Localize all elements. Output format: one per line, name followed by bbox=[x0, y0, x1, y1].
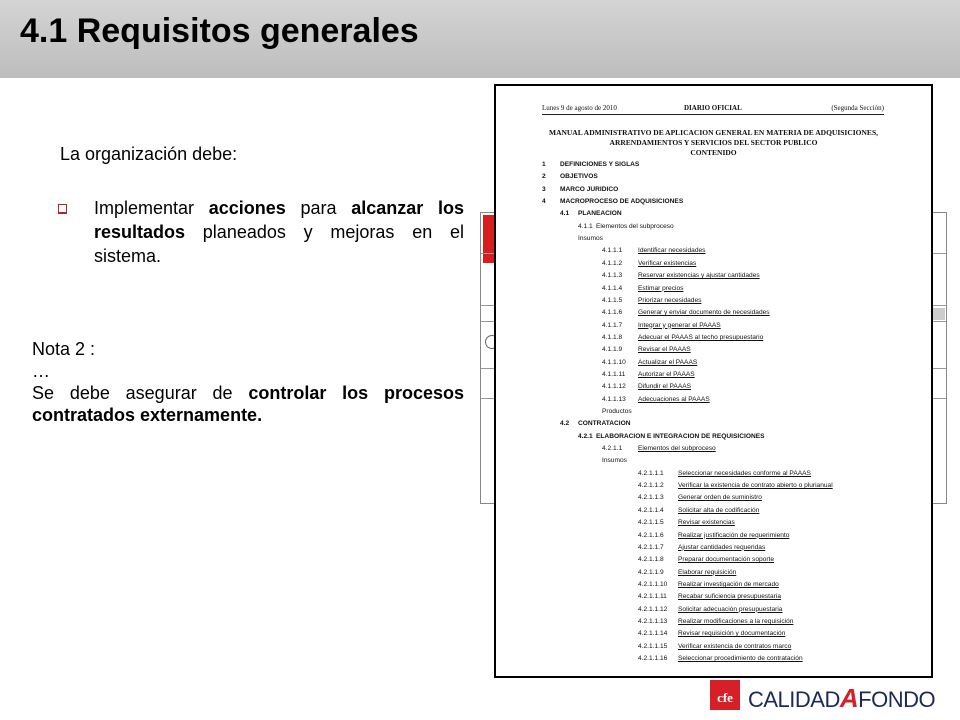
toc-number: 4.2.1.1.1 bbox=[638, 469, 664, 477]
toc-row bbox=[496, 346, 931, 356]
toc-text: Realizar justificación de requerimiento bbox=[678, 531, 790, 539]
toc-row bbox=[496, 285, 931, 295]
toc-row bbox=[496, 396, 931, 406]
note-bold-1: controlar los procesos contratados externamente. bbox=[32, 383, 464, 425]
doc-date: Lunes 9 de agosto de 2010 bbox=[542, 104, 617, 112]
toc-row bbox=[496, 223, 931, 233]
toc-row bbox=[496, 519, 931, 529]
toc-row bbox=[496, 371, 931, 381]
toc-row bbox=[496, 322, 931, 332]
toc-row bbox=[496, 247, 931, 257]
toc-row bbox=[496, 420, 931, 430]
toc-text: Revisar existencias bbox=[678, 519, 735, 527]
toc-number: 4.1.1.9 bbox=[602, 346, 623, 354]
toc-row bbox=[496, 507, 931, 517]
toc-number: 4.2.1.1.11 bbox=[638, 593, 667, 601]
note-text bbox=[32, 382, 464, 426]
toc-number: 2 bbox=[542, 173, 546, 181]
doc-manual-title-text: MANUAL ADMINISTRATIVO DE APLICACION GENERAL EN MATERIA DE ADQUISICIONES, ARRENDAMIENTOS Y SERVICIOS DEL SECTOR PUBLICO bbox=[548, 128, 878, 147]
brand-mark-text: cfe bbox=[717, 690, 733, 705]
bullet-text bbox=[94, 196, 464, 268]
toc-number: 4.1.1.3 bbox=[602, 272, 623, 280]
doc-journal: DIARIO OFICIAL bbox=[684, 104, 742, 112]
toc-text: DEFINICIONES Y SIGLAS bbox=[560, 161, 640, 168]
bullet-bold-2: alcanzar los resultados bbox=[94, 198, 464, 242]
title-bar bbox=[0, 0, 960, 78]
toc-number: 4.2.1.1.6 bbox=[638, 531, 664, 539]
bullet-text-1: Implementar bbox=[94, 198, 209, 218]
brand-a: A bbox=[839, 683, 859, 713]
bullet-text-3: planeados y mejoras en el sistema. bbox=[94, 222, 464, 266]
doc-header bbox=[542, 102, 884, 115]
toc-text: Autorizar el PAAAS bbox=[638, 370, 695, 378]
toc-text: Elementos del subproceso bbox=[596, 222, 674, 230]
toc-text: Adecuaciones al PAAAS bbox=[638, 395, 710, 403]
toc-text: Identificar necesidades bbox=[638, 247, 706, 255]
toc-number: 4.1.1.6 bbox=[602, 309, 623, 317]
doc-manual-title bbox=[536, 128, 891, 158]
toc-text: OBJETIVOS bbox=[560, 173, 598, 181]
toc-number: 4.1.1 bbox=[578, 222, 593, 230]
toc-row bbox=[496, 556, 931, 566]
toc-text: ELABORACION E INTEGRACION DE REQUISICIONES bbox=[596, 432, 765, 440]
toc-row bbox=[496, 593, 931, 603]
brand-part2: FONDO bbox=[858, 687, 936, 712]
toc-text: CONTRATACION bbox=[578, 420, 631, 428]
toc-number: 4.1 bbox=[560, 210, 570, 218]
toc-row bbox=[496, 359, 931, 369]
toc-number: 4.1.1.11 bbox=[602, 370, 626, 378]
toc-text: MACROPROCESO DE ADQUISICIONES bbox=[560, 198, 684, 206]
toc-row bbox=[496, 408, 931, 418]
brand-text bbox=[748, 683, 935, 714]
toc-row bbox=[496, 433, 931, 443]
toc-number: 4.1.1.10 bbox=[602, 358, 626, 366]
toc-number: 4.2.1.1.3 bbox=[638, 494, 664, 502]
toc-text: Actualizar el PAAAS bbox=[638, 358, 698, 366]
toc-text: Solicitar alta de codificación bbox=[678, 506, 760, 514]
toc-row bbox=[496, 494, 931, 504]
toc-number: 4.1.1.8 bbox=[602, 333, 623, 341]
toc-text: Solicitar adecuación presupuestaria bbox=[678, 605, 783, 613]
toc-number: 4.1.1.5 bbox=[602, 296, 623, 304]
toc-row bbox=[496, 161, 931, 171]
toc-number: 4.2.1.1.2 bbox=[638, 482, 664, 490]
doc-contents-heading: CONTENIDO bbox=[690, 148, 737, 157]
toc-row bbox=[496, 334, 931, 344]
toc-text: Generar y enviar documento de necesidades bbox=[638, 309, 770, 317]
toc-row bbox=[496, 569, 931, 579]
toc-text: Priorizar necesidades bbox=[638, 296, 702, 304]
toc-number: 4 bbox=[542, 198, 546, 206]
toc-row bbox=[496, 606, 931, 616]
toc-row bbox=[496, 173, 931, 183]
toc-row bbox=[496, 260, 931, 270]
toc-text: Integrar y generar el PAAAS bbox=[638, 321, 721, 329]
toc-text: Verificar existencia de contratos marco bbox=[678, 642, 792, 650]
toc-text: Estimar precios bbox=[638, 284, 684, 292]
toc-number: 4.1.1.13 bbox=[602, 395, 626, 403]
toc-text: Seleccionar procedimiento de contratación bbox=[678, 655, 803, 662]
toc-number: 4.2.1.1.13 bbox=[638, 617, 668, 625]
toc-number: 4.1.1.2 bbox=[602, 259, 623, 267]
toc-text: Ajustar cantidades requeridas bbox=[678, 543, 766, 551]
toc-number: 4.2.1.1.5 bbox=[638, 519, 664, 527]
doc-section: (Segunda Sección) bbox=[831, 104, 884, 112]
toc-row bbox=[496, 630, 931, 640]
toc-number: 4.1.1.12 bbox=[602, 383, 626, 391]
toc-number: 4.2.1.1.7 bbox=[638, 543, 664, 551]
toc-text: Elaborar requisición bbox=[678, 568, 737, 576]
toc-text: Insumos bbox=[578, 235, 603, 243]
toc-row bbox=[496, 618, 931, 628]
toc-row bbox=[496, 383, 931, 393]
toc-text: Realizar modificaciones a la requisición bbox=[678, 617, 794, 625]
toc-text: Generar orden de suministro bbox=[678, 494, 762, 502]
toc-text: MARCO JURIDICO bbox=[560, 185, 619, 193]
bullet-text-2: para bbox=[285, 198, 352, 218]
toc-row bbox=[496, 272, 931, 282]
toc-text: PLANEACION bbox=[578, 210, 622, 218]
toc-number: 4.2.1.1.8 bbox=[638, 556, 664, 564]
toc-number: 4.2.1.1.15 bbox=[638, 642, 668, 650]
toc-row bbox=[496, 297, 931, 307]
toc-row bbox=[496, 309, 931, 319]
toc-text: Preparar documentación soporte bbox=[678, 556, 775, 564]
toc-row bbox=[496, 482, 931, 492]
toc-number: 4.2.1.1.12 bbox=[638, 605, 668, 613]
slide-title: 4.1 Requisitos generales bbox=[20, 12, 419, 50]
toc-row bbox=[496, 457, 931, 467]
note-ellipsis: … bbox=[32, 361, 50, 381]
bullet-bold-1: acciones bbox=[208, 198, 286, 218]
toc-text: Verificar la existencia de contrato abierto o plurianual bbox=[678, 482, 833, 490]
brand-logo bbox=[710, 678, 950, 712]
toc-number: 4.2.1.1.4 bbox=[638, 506, 664, 514]
toc-row bbox=[496, 210, 931, 220]
toc-row bbox=[496, 470, 931, 480]
bullet-icon bbox=[58, 204, 67, 214]
toc-row bbox=[496, 544, 931, 554]
toc-text: Elementos del subproceso bbox=[638, 445, 716, 453]
toc-text: Adecuar el PAAAS al techo presupuestario bbox=[638, 333, 764, 341]
toc-number: 4.2.1 bbox=[578, 432, 593, 440]
toc-row bbox=[496, 581, 931, 591]
toc-text: Difundir el PAAAS bbox=[638, 383, 692, 391]
bullet-item bbox=[58, 196, 464, 268]
toc-number: 4.2.1.1.10 bbox=[638, 580, 668, 588]
toc-row bbox=[496, 643, 931, 653]
note-text-1: Se debe asegurar de bbox=[32, 383, 249, 403]
toc-text: Realizar investigación de mercado bbox=[678, 580, 779, 588]
toc-number: 4.1.1.1 bbox=[602, 247, 623, 255]
toc-row bbox=[496, 235, 931, 245]
toc-number: 4.2.1.1 bbox=[602, 445, 623, 453]
toc-text: Verificar existencias bbox=[638, 259, 697, 267]
toc-number: 4.2.1.1.16 bbox=[638, 655, 668, 662]
toc-number: 3 bbox=[542, 185, 546, 193]
toc-row bbox=[496, 532, 931, 542]
document-image bbox=[494, 84, 933, 678]
toc-number: 4.1.1.7 bbox=[602, 321, 623, 329]
toc-text: Reservar existencias y ajustar cantidades bbox=[638, 272, 760, 280]
brand-part1: CALIDAD bbox=[748, 687, 840, 712]
toc-text: Seleccionar necesidades conforme al PAAAS bbox=[678, 469, 811, 477]
toc-number: 4.2 bbox=[560, 420, 570, 428]
toc-text: Recabar suficiencia presupuestaria bbox=[678, 593, 781, 601]
form-shade bbox=[931, 308, 945, 320]
toc-number: 1 bbox=[542, 161, 546, 168]
note-block bbox=[32, 338, 464, 426]
toc-text: Revisar requisición y documentación bbox=[678, 630, 786, 638]
toc-row bbox=[496, 198, 931, 208]
note-label: Nota 2 : bbox=[32, 339, 96, 359]
toc-text: Revisar el PAAAS bbox=[638, 346, 691, 354]
toc-row bbox=[496, 655, 931, 665]
cfe-logo-icon bbox=[710, 680, 740, 710]
toc-number: 4.2.1.1.14 bbox=[638, 630, 668, 638]
toc-text: Insumos bbox=[602, 457, 627, 465]
lead-text: La organización debe: bbox=[60, 144, 238, 164]
toc-number: 4.2.1.1.9 bbox=[638, 568, 664, 576]
toc-text: Productos bbox=[602, 408, 632, 415]
toc-row bbox=[496, 186, 931, 196]
toc-number: 4.1.1.4 bbox=[602, 284, 623, 292]
toc-row bbox=[496, 445, 931, 455]
